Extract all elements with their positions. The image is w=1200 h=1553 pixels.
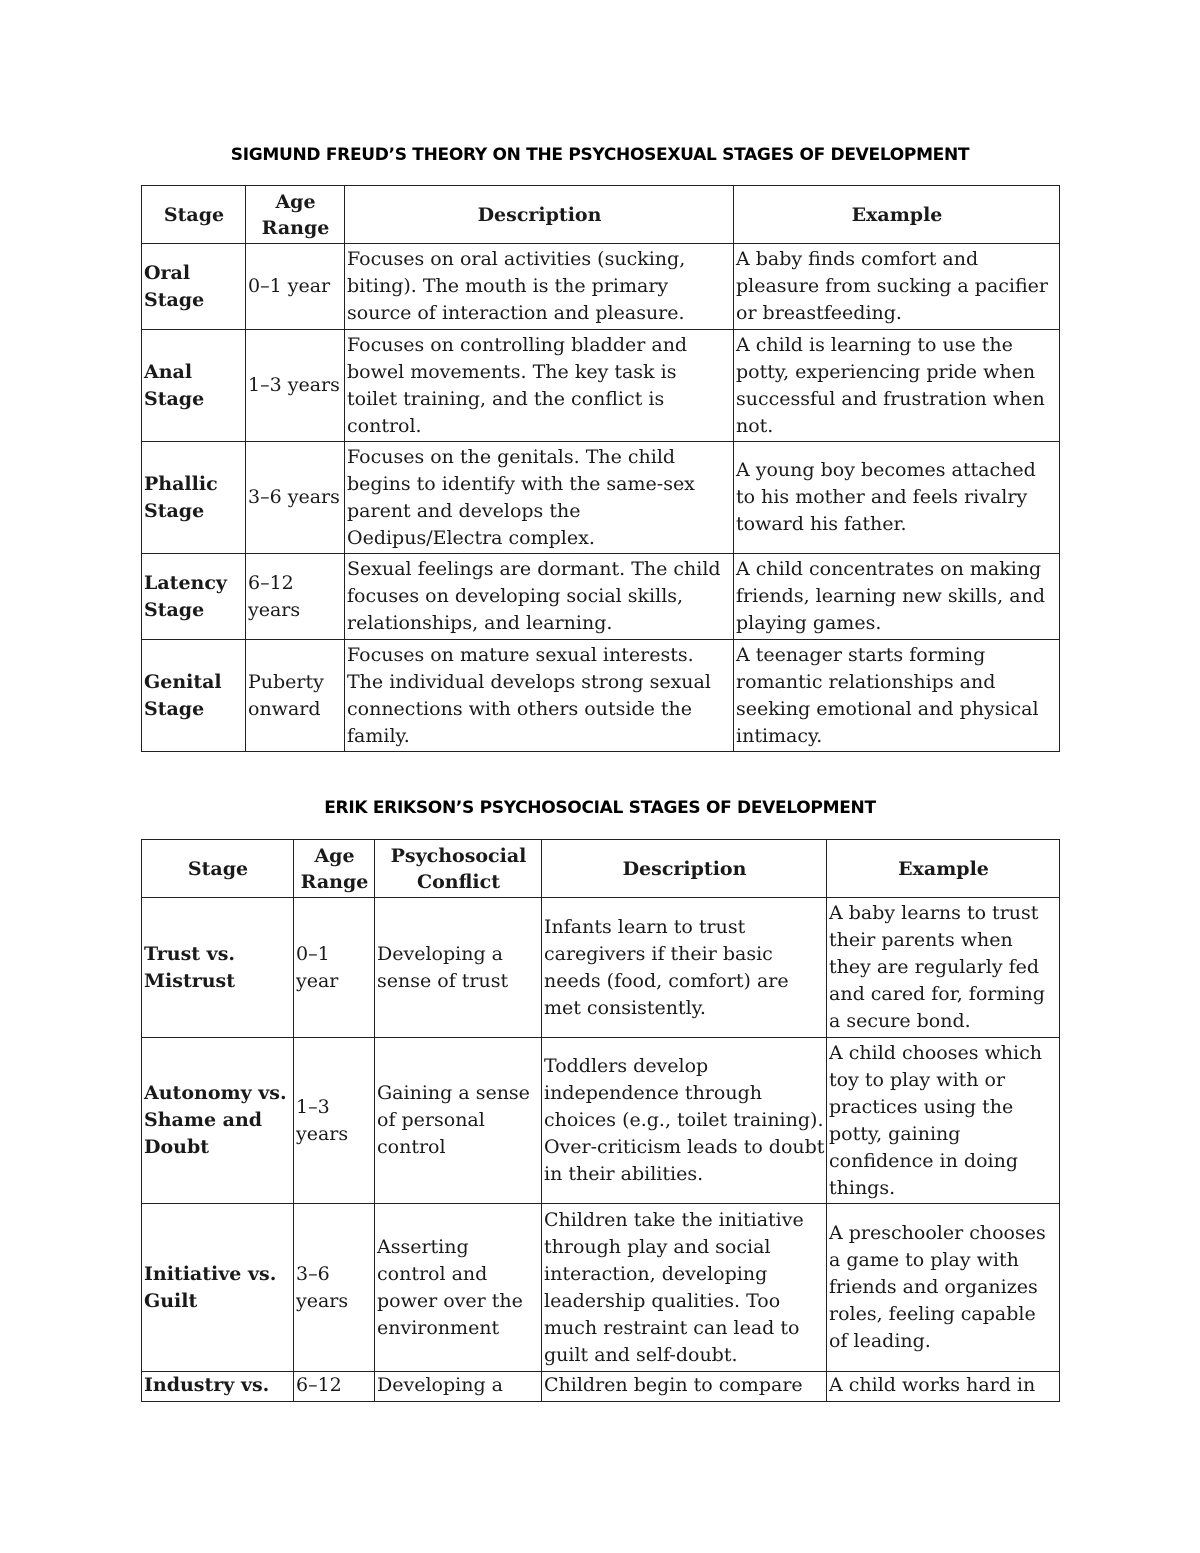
example-cell: A child is learning to use the potty, experiencing pride when successful and frustration when not.: [734, 330, 1060, 442]
stage-cell: Oral Stage: [142, 244, 246, 330]
conflict-cell: Developing a sense of trust: [375, 898, 542, 1038]
stage-cell: Phallic Stage: [142, 442, 246, 554]
age-range-cell: 1–3 years: [294, 1038, 375, 1204]
age-range-cell: 0–1 year: [246, 244, 345, 330]
age-range-cell: 0–1 year: [294, 898, 375, 1038]
stage-cell: Anal Stage: [142, 330, 246, 442]
description-cell: Children take the initiative through play and social interaction, developing leadership qualities. Too much restraint can lead to guilt and self-doubt.: [542, 1204, 827, 1372]
erikson-stages-table: [141, 839, 1060, 1402]
table-row: [142, 330, 1060, 442]
column-header-example: Example: [734, 186, 1060, 244]
description-cell: Focuses on the genitals. The child begins to identify with the same-sex parent and develops the Oedipus/Electra complex.: [345, 442, 734, 554]
column-header-example: Example: [827, 840, 1060, 898]
description-cell: Sexual feelings are dormant. The child focuses on developing social skills, relationships, and learning.: [345, 554, 734, 640]
table-row: [142, 1372, 1060, 1402]
example-cell: A child works hard in: [827, 1372, 1060, 1402]
stage-cell: Genital Stage: [142, 640, 246, 752]
table-row: [142, 1204, 1060, 1372]
freud-stages-table: [141, 185, 1060, 752]
table-row: [142, 1038, 1060, 1204]
description-cell: Toddlers develop independence through choices (e.g., toilet training). Over-criticism leads to doubt in their abilities.: [542, 1038, 827, 1204]
table-row: [142, 640, 1060, 752]
stage-cell: Initiative vs. Guilt: [142, 1204, 294, 1372]
age-range-cell: 3–6 years: [294, 1204, 375, 1372]
stage-cell: Latency Stage: [142, 554, 246, 640]
example-cell: A child concentrates on making friends, learning new skills, and playing games.: [734, 554, 1060, 640]
table-header-row: [142, 840, 1060, 898]
description-cell: Children begin to compare: [542, 1372, 827, 1402]
example-cell: A baby learns to trust their parents when they are regularly fed and cared for, forming a secure bond.: [827, 898, 1060, 1038]
description-cell: Focuses on mature sexual interests. The individual develops strong sexual connections with others outside the family.: [345, 640, 734, 752]
column-header-psychosocial-conflict: Psychosocial Conflict: [375, 840, 542, 898]
column-header-stage: Stage: [142, 840, 294, 898]
stage-cell: Trust vs. Mistrust: [142, 898, 294, 1038]
age-range-cell: 1–3 years: [246, 330, 345, 442]
example-cell: A child chooses which toy to play with or practices using the potty, gaining confidence in doing things.: [827, 1038, 1060, 1204]
age-range-cell: 3–6 years: [246, 442, 345, 554]
example-cell: A teenager starts forming romantic relationships and seeking emotional and physical intimacy.: [734, 640, 1060, 752]
age-range-cell: 6–12: [294, 1372, 375, 1402]
age-range-cell: Puberty onward: [246, 640, 345, 752]
conflict-cell: Developing a: [375, 1372, 542, 1402]
example-cell: A preschooler chooses a game to play with friends and organizes roles, feeling capable of leading.: [827, 1204, 1060, 1372]
age-range-cell: 6–12 years: [246, 554, 345, 640]
column-header-description: Description: [542, 840, 827, 898]
example-cell: A baby finds comfort and pleasure from sucking a pacifier or breastfeeding.: [734, 244, 1060, 330]
description-cell: Infants learn to trust caregivers if their basic needs (food, comfort) are met consistently.: [542, 898, 827, 1038]
conflict-cell: Gaining a sense of personal control: [375, 1038, 542, 1204]
freud-table-title: SIGMUND FREUD’S THEORY ON THE PSYCHOSEXUAL STAGES OF DEVELOPMENT: [230, 145, 970, 165]
table-row: [142, 554, 1060, 640]
column-header-stage: Stage: [142, 186, 246, 244]
table-row: [142, 244, 1060, 330]
table-header-row: [142, 186, 1060, 244]
description-cell: Focuses on controlling bladder and bowel movements. The key task is toilet training, and the conflict is control.: [345, 330, 734, 442]
column-header-age-range: Age Range: [246, 186, 345, 244]
stage-cell: Industry vs.: [142, 1372, 294, 1402]
example-cell: A young boy becomes attached to his mother and feels rivalry toward his father.: [734, 442, 1060, 554]
erikson-table-title: ERIK ERIKSON’S PSYCHOSOCIAL STAGES OF DEVELOPMENT: [324, 798, 876, 818]
table-row: [142, 442, 1060, 554]
table-row: [142, 898, 1060, 1038]
conflict-cell: Asserting control and power over the environment: [375, 1204, 542, 1372]
stage-cell: Autonomy vs. Shame and Doubt: [142, 1038, 294, 1204]
description-cell: Focuses on oral activities (sucking, biting). The mouth is the primary source of interaction and pleasure.: [345, 244, 734, 330]
column-header-description: Description: [345, 186, 734, 244]
column-header-age-range: Age Range: [294, 840, 375, 898]
